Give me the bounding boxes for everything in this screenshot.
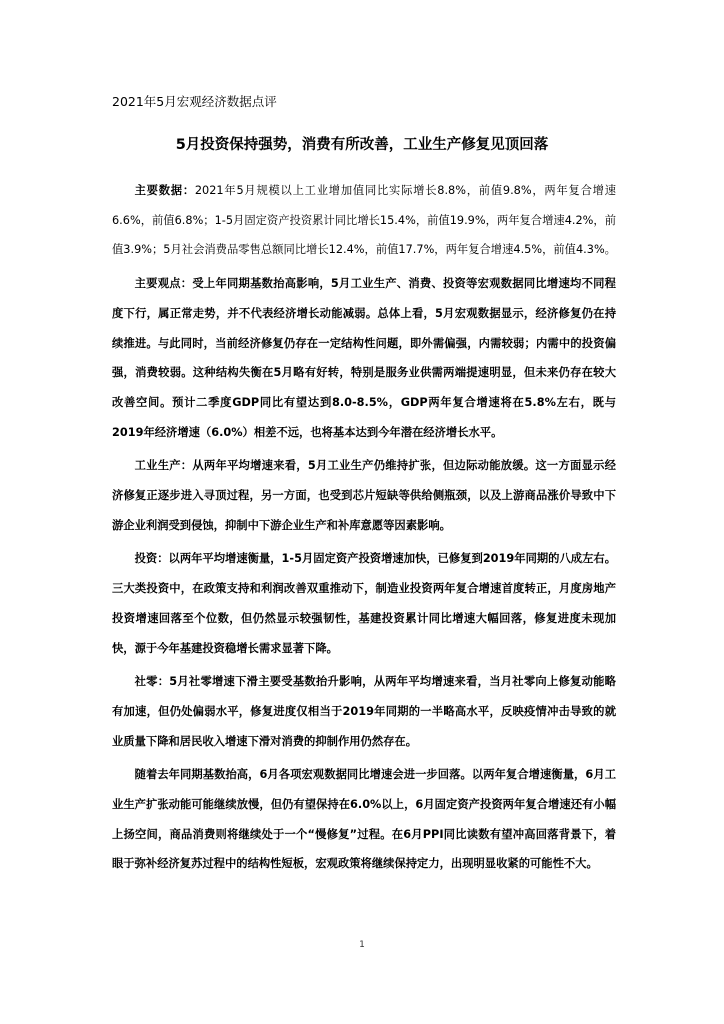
paragraph-outlook <box>112 760 616 879</box>
paragraph-text: 以两年平均增速衡量，1-5月固定资产投资增速加快，已修复到2019年同期的八成左右。三大类投资中，在政策支持和利润改善双重推动下，制造业投资两年复合增速首度转正，月度房地产投资增速回落至个位数，但仍然显示较强韧性，基建投资累计同比增速大幅回落，修复进度未现加快，源于今年基建投资稳增长需求显著下降。 <box>112 552 616 655</box>
paragraph-investment <box>112 544 616 663</box>
paragraph-text: 5月社零增速下滑主要受基数抬升影响，从两年平均增速来看，当月社零向上修复动能略有加速，但仍处偏弱水平，修复进度仅相当于2019年同期的一半略高水平，反映疫情冲击导致的就业质量下降和居民收入增速下滑对消费的抑制作用仍然存在。 <box>112 675 616 748</box>
paragraph-industrial-production <box>112 451 616 540</box>
paragraph-lead: 主要观点： <box>134 277 193 291</box>
paragraph-lead: 投资： <box>134 552 169 566</box>
paragraph-main-data <box>112 176 616 265</box>
page-number: 1 <box>359 940 365 950</box>
paragraph-text: 从两年平均增速来看，5月工业生产仍维持扩张，但边际动能放缓。这一方面显示经济修复正逐步进入寻顶过程，另一方面，也受到芯片短缺等供给侧瓶颈，以及上游商品涨价导致中下游企业利润受到侵蚀，抑制中下游企业生产和补库意愿等因素影响。 <box>112 459 616 532</box>
paragraph-retail-sales <box>112 667 616 756</box>
report-header: 2021年5月宏观经济数据点评 <box>112 94 277 109</box>
report-body <box>112 176 616 883</box>
paragraph-text: 随着去年同期基数抬高，6月各项宏观数据同比增速会进一步回落。以两年复合增速衡量，6月工业生产扩张动能可能继续放慢，但仍有望保持在6.0%以上，6月固定资产投资两年复合增速还有小幅上扬空间，商品消费则将继续处于一个“慢修复”过程。在6月PPI同比读数有望冲高回落背景下，着眼于弥补经济复苏过程中的结构性短板，宏观政策将继续保持定力，出现明显收紧的可能性不大。 <box>112 768 616 871</box>
paragraph-text: 2021年5月规模以上工业增加值同比实际增长8.8%，前值9.8%，两年复合增速6.6%，前值6.8%；1-5月固定资产投资累计同比增长15.4%，前值19.9%，两年复合增速4.2%，前值3.9%；5月社会消费品零售总额同比增长12.4%，前值17.7%，两年复合增速4.5%，前值4.3%。 <box>112 184 616 257</box>
report-title: 5月投资保持强势，消费有所改善，工业生产修复见顶回落 <box>175 137 549 153</box>
paragraph-lead: 社零： <box>134 675 170 689</box>
paragraph-text: 受上年同期基数抬高影响，5月工业生产、消费、投资等宏观数据同比增速均不同程度下行，属正常走势，并不代表经济增长动能减弱。总体上看，5月宏观数据显示，经济修复仍在持续推进。与此同时，当前经济修复仍存在一定结构性问题，即外需偏强，内需较弱；内需中的投资偏强，消费较弱。这种结构失衡在5月略有好转，特别是服务业供需两端提速明显，但未来仍存在较大改善空间。预计二季度GDP同比有望达到8.0-8.5%，GDP两年复合增速将在5.8%左右，既与2019年经济增速（6.0%）相差不远，也将基本达到今年潜在经济增长水平。 <box>112 277 616 439</box>
paragraph-lead: 工业生产： <box>134 459 193 473</box>
paragraph-lead: 主要数据： <box>134 184 195 197</box>
paragraph-main-views <box>112 269 616 447</box>
